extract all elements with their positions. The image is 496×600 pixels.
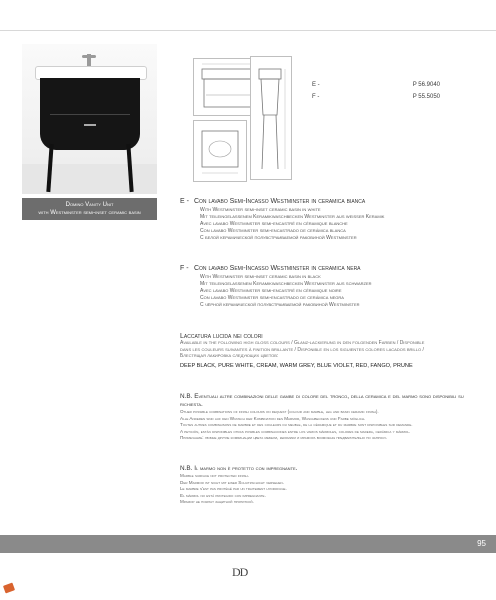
section-line: Mit teileingelassenem Keramikwaschbecken Westminster aus schwarzer: [200, 281, 372, 287]
section-heading: [180, 265, 476, 272]
note-line: Alle Anderen sind auf den Wunsch der Kombination des Marmor, Waschbeckens und Farbe möglich.: [180, 415, 366, 421]
section-heading-text: Con lavabo Semi-Incasso Westminster in ceramica bianca: [193, 198, 366, 205]
code-value: P 56.9040: [412, 82, 440, 88]
section-e: [180, 198, 476, 242]
code-row: [312, 82, 440, 94]
section-line: Con lavabo Westminster semi-encastrado de cerámica blanca: [200, 228, 346, 234]
lacquer-line: Блестящая лакировка следующих цветов:: [180, 353, 279, 359]
product-caption: [22, 198, 157, 220]
lacquer-line: Available in the following high gloss colours / Glanz-lackierung in den folgenden Farben / Disponible: [180, 340, 425, 346]
note-line: Marble surface not protected finish.: [180, 473, 249, 478]
section-line: С белой керамической полувстраиваемой раковиной Westminster: [200, 235, 357, 241]
section-line: With Westminster semi-inset ceramic basin in white: [200, 207, 321, 213]
section-line: Avec lavabo Westminster semi-encastré en céramique blanche: [200, 221, 348, 227]
section-line: С чёрной керамической полувстраиваемой раковиной Westminster: [200, 302, 360, 308]
section-line: Mit teileingelassenem Keramikwaschbecken Westminster aus weißer Keramik: [200, 214, 385, 220]
caption-line-2: with Westminster semi-inset ceramic basin: [38, 210, 141, 216]
section-mark: F -: [180, 265, 189, 272]
cabinet-graphic: [40, 78, 140, 150]
note-line: A petición, están disponibles otras posibles combinaciones entre los varios mármoles, colores de madera, cerámica y mármol.: [180, 428, 411, 434]
section-f: [180, 265, 476, 309]
code-value: P 55.5050: [412, 94, 440, 100]
note-line: Примечание: любые другие комбинации цвета мебели, керамики и мрамора возможны предварительно по запросу.: [180, 435, 388, 440]
note-marble: [180, 465, 476, 506]
note-line: Le marbre n'est pas protégé par un traitement hydrofuge.: [180, 486, 287, 491]
product-codes: [312, 82, 440, 106]
brand-logo: DD: [232, 565, 248, 579]
note-line: Toutes autres combinaisons de marbre et des couleurs du meuble, de la céramique et du marbre sont disponibles sur demande.: [180, 422, 413, 427]
code-label: E -: [312, 82, 320, 88]
photo-floor: [22, 164, 157, 194]
lacquer-colors: DEEP BLACK, PURE WHITE, CREAM, WARM GREY, BLUE VIOLET, RED, FANGO, PRUNE: [180, 362, 413, 369]
note-line: Other possible combinations of finish colours on request (colour and marble, leg and basin ceramic finish).: [180, 409, 379, 414]
note-title: N.B. Il marmo non è protetto con impregnante.: [180, 465, 298, 472]
note-line: Der Marmor ist nicht mit einer Schutzschicht versehen.: [180, 479, 284, 485]
side-elevation-drawing: [250, 56, 292, 180]
lacquer-title: Laccatura lucida nei colori: [180, 333, 263, 340]
note-line: Мрамор не покрыт защитной пропиткой.: [180, 499, 254, 504]
note-line: El mármol no está protegido con impregnante.: [180, 492, 266, 498]
plan-view-drawing: [193, 120, 247, 182]
lacquer-line: dans les couleurs suivantes à finition brillante / Disponible en los siguientes colores lacados brillo /: [180, 346, 424, 353]
code-row: [312, 94, 440, 106]
top-divider: [0, 30, 496, 31]
section-heading: [180, 198, 476, 205]
note-combinations: [180, 393, 476, 442]
section-line: Con lavabo Westminster semi-encastrado de cerámica negra: [200, 295, 344, 301]
section-mark: E -: [180, 198, 189, 205]
top-blank-bar: [0, 0, 496, 30]
section-heading-text: Con lavabo Semi-Incasso Westminster in ceramica nera: [193, 265, 361, 272]
footer-bar: [0, 535, 496, 553]
code-label: F -: [312, 94, 320, 100]
note-title: N.B. Eventuali altre combinazioni delle gambe di colore del tronco, della ceramica e del marmo sono disponibili su richiesta.: [180, 393, 464, 408]
caption-line-1: Domino Vanity Unit: [65, 202, 114, 208]
product-photo: [22, 44, 157, 194]
bookmark-icon[interactable]: [3, 583, 15, 594]
lacquer-section: [180, 333, 476, 369]
section-line: With Westminster semi-inset ceramic basin in black: [200, 274, 321, 280]
page-number: 95: [477, 539, 486, 548]
section-line: Avec lavabo Westminster semi-encastré en céramique noire: [200, 288, 342, 294]
